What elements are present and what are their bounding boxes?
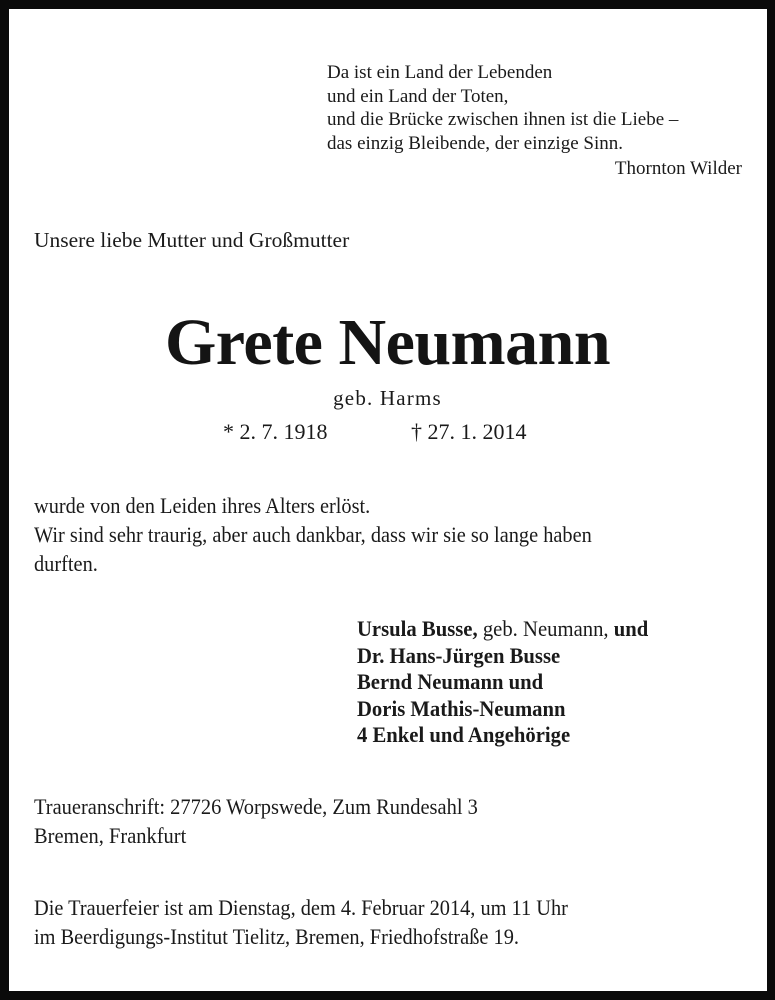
mourner-line	[357, 616, 648, 643]
mourner-line: Bernd Neumann und	[357, 669, 544, 694]
address-line: Bremen, Frankfurt	[34, 822, 187, 848]
funeral-info	[34, 893, 568, 951]
deceased-name: Grete Neumann	[164, 306, 611, 379]
death-date: † 27. 1. 2014	[411, 419, 527, 444]
quote-line: Da ist ein Land der Lebenden	[327, 62, 553, 83]
mourners-list	[357, 616, 648, 749]
message-line: wurde von den Leiden ihres Alters erlöst.	[34, 493, 371, 518]
mourner-line: 4 Enkel und Angehörige	[357, 722, 571, 747]
message-text	[34, 491, 592, 578]
mourning-address	[34, 793, 478, 850]
message-line: durften.	[34, 551, 98, 576]
epigraph-quote	[327, 61, 678, 155]
quote-line: und die Brücke zwischen ihnen ist die Liebe –	[327, 109, 679, 130]
mourner-line: Dr. Hans-Jürgen Busse	[357, 642, 561, 668]
message-line: Wir sind sehr traurig, aber auch dankbar, dass wir sie so lange haben	[34, 522, 592, 547]
funeral-line: im Beerdigungs-Institut Tielitz, Bremen, Friedhofstraße 19.	[34, 924, 519, 949]
quote-line: das einzig Bleibende, der einzige Sinn.	[327, 132, 623, 154]
mourner-maiden-name: geb. Neumann,	[477, 616, 614, 641]
quote-author: Thornton Wilder	[614, 158, 742, 179]
birth-date: * 2. 7. 1918	[223, 419, 328, 444]
funeral-line: Die Trauerfeier ist am Dienstag, dem 4. Februar 2014, um 11 Uhr	[34, 895, 568, 920]
mourner-name: Ursula Busse,	[357, 616, 478, 641]
address-line: Traueranschrift: 27726 Worpswede, Zum Rundesahl 3	[34, 794, 478, 819]
mourner-conjunction: und	[613, 616, 649, 641]
intro-text: Unsere liebe Mutter und Großmutter	[34, 228, 350, 252]
mourner-line: Doris Mathis-Neumann	[357, 695, 566, 721]
quote-line: und ein Land der Toten,	[327, 85, 509, 107]
maiden-name: geb. Harms	[333, 386, 442, 410]
